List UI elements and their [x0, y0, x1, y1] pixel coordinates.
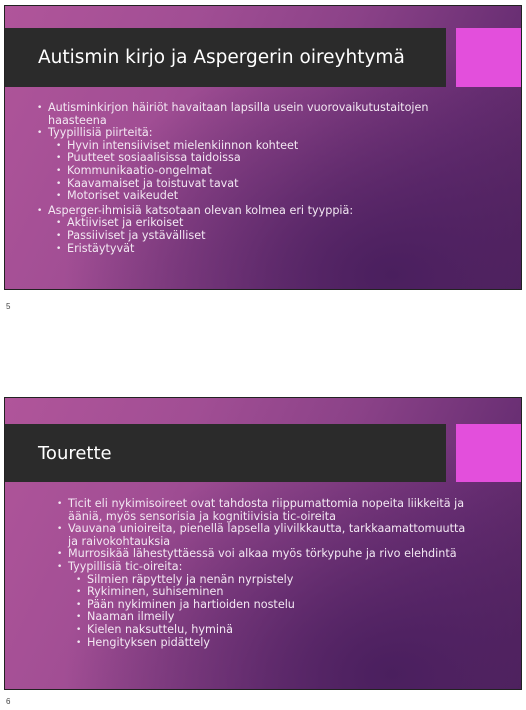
- slide-title: Autismin kirjo ja Aspergerin oireyhtymä: [5, 28, 446, 87]
- bullet-item: • Asperger-ihmisiä katsotaan olevan kolmea eri tyyppiä:: [37, 205, 467, 218]
- bullet-item: • Tyypillisiä tic-oireita:: [57, 561, 467, 574]
- bullet-item: • Ticit eli nykimisoireet ovat tahdosta riippumattomia nopeita liikkeitä ja ääniä, myös sensorisia ja kognitiivisia tic-oireita: [57, 498, 467, 523]
- sub-bullet-item: • Kommunikaatio-ongelmat: [37, 165, 467, 178]
- slide-title: Tourette: [5, 424, 446, 482]
- page-number: 6: [6, 697, 11, 706]
- slide-tourette: [4, 397, 522, 690]
- bullet-item: • Murrosikää lähestyttäessä voi alkaa myös törkypuhe ja rivo elehdintä: [57, 548, 467, 561]
- sub-bullet-item: • Motoriset vaikeudet: [37, 190, 467, 203]
- sub-bullet-item: • Hengityksen pidättely: [57, 637, 467, 650]
- sub-bullet-item: • Hyvin intensiiviset mielenkiinnon kohteet: [37, 140, 467, 153]
- bullet-list: [57, 498, 467, 649]
- bullet-item: • Vauvana unioireita, pienellä lapsella ylivilkkautta, tarkkaamattomuutta ja raivokohtauksia: [57, 523, 467, 548]
- slide-autism: [4, 5, 522, 290]
- bullet-item: • Autisminkirjon häiriöt havaitaan lapsilla usein vuorovaikutustaitojen haasteena: [37, 102, 467, 127]
- sub-bullet-item: • Aktiiviset ja erikoiset: [37, 217, 467, 230]
- sub-bullet-item: • Passiiviset ja ystävälliset: [37, 230, 467, 243]
- bullet-list: [37, 102, 467, 255]
- title-accent-block: [456, 28, 522, 87]
- sub-bullet-item: • Naaman ilmeily: [57, 611, 467, 624]
- sub-bullet-item: • Eristäytyvät: [37, 243, 467, 256]
- sub-bullet-item: • Kielen naksuttelu, hyminä: [57, 624, 467, 637]
- sub-bullet-item: • Kaavamaiset ja toistuvat tavat: [37, 178, 467, 191]
- sub-bullet-item: • Puutteet sosiaalisissa taidoissa: [37, 152, 467, 165]
- page-number: 5: [6, 302, 11, 311]
- title-accent-block: [456, 424, 522, 482]
- bullet-item: • Tyypillisiä piirteitä:: [37, 127, 467, 140]
- sub-bullet-item: • Silmien räpyttely ja nenän nyrpistely: [57, 574, 467, 587]
- sub-bullet-item: • Pään nykiminen ja hartioiden nostelu: [57, 599, 467, 612]
- sub-bullet-item: • Rykiminen, suhiseminen: [57, 586, 467, 599]
